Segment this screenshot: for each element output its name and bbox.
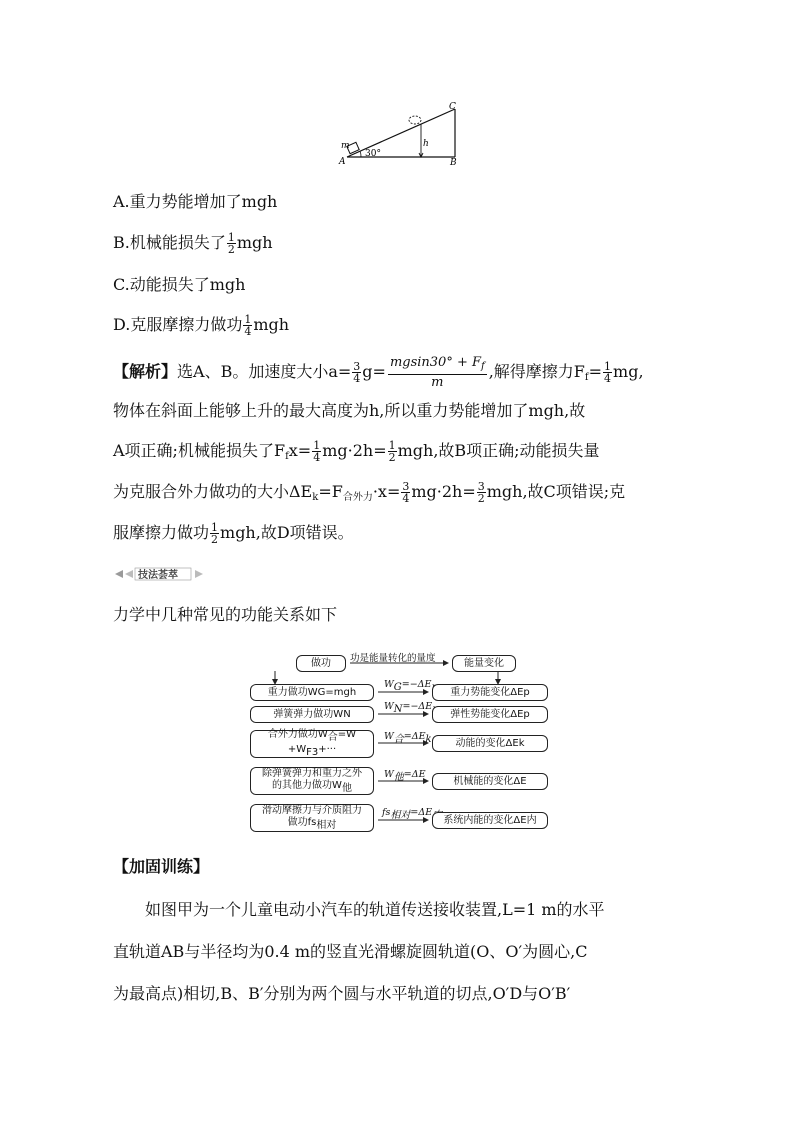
- dashed-block: [409, 116, 421, 124]
- diagram-row-4-left: 除弹簧弹力和重力之外 的其他力做功W他: [250, 767, 374, 795]
- diagram-row-2-left: 弹簧弹力做功W N: [250, 706, 374, 723]
- fraction-acceleration: $\frac{mgsin30^\circ + F_f}{m}$: [389, 355, 485, 390]
- option-d: [113, 314, 289, 337]
- diagram-row-2-right: 弹性势能变化ΔE p: [432, 706, 548, 723]
- option-d-suffix: mgh: [253, 315, 290, 334]
- incline-slope: [347, 109, 455, 157]
- label-A: A: [339, 157, 346, 166]
- technique-banner: [113, 567, 205, 581]
- diagram-row-2-relation: WN=−ΔE: [384, 701, 433, 715]
- training-para-3: 为最高点)相切,B、B′分别为两个圆与水平轨道的切点,O′D与O′B′: [113, 984, 571, 1003]
- banner-text: 技法荟萃: [138, 570, 178, 581]
- training-para-1: 如图甲为一个儿童电动小汽车的轨道传送接收装置,L=1 m的水平: [145, 900, 605, 919]
- label-B: B: [450, 158, 457, 166]
- option-a: A.重力势能增加了mgh: [113, 192, 278, 211]
- training-label: 【加固训练】: [113, 857, 210, 876]
- analysis-line-5: 服摩擦力做功 $\frac{1}{2}$ mgh,故D项错误。: [113, 521, 354, 546]
- label-angle: 30°: [365, 149, 381, 159]
- diagram-row-3-right: 动能的变化ΔE k: [432, 735, 548, 752]
- label-h: h: [423, 139, 429, 149]
- diagram-row-5-left: 滑动摩擦力与介质阻力 做功fs相对: [250, 804, 374, 832]
- diagram-row-3-left: 合外力做功W合=W +WF3+···: [250, 730, 374, 758]
- diagram-row-3-relation: W合=ΔEk: [384, 731, 432, 745]
- diagram-row-5-relation: fs相对=ΔE: [382, 807, 433, 821]
- analysis-line-4: 为克服合外力做功的大小$\Delta E_k=F_{合外力}\cdot x=$ $\frac{3}{4}$ mg·2h= $\frac{3}{2}$ mgh,故C项错误;克: [113, 480, 626, 505]
- diagram-row-5-right: 系统内能的变化ΔE 内: [432, 812, 548, 829]
- diagram-row-1-left: 重力做功W G =mgh: [250, 684, 374, 701]
- label-C: C: [449, 102, 456, 112]
- training-para-2: 直轨道AB与半径均为0.4 m的竖直光滑螺旋圆轨道(O、O′为圆心,C: [113, 942, 588, 961]
- option-b-frac: $\frac{1}{2}$: [227, 231, 235, 256]
- diagram-row-4-relation: W他=ΔE: [384, 769, 426, 783]
- label-m: m: [341, 141, 350, 151]
- option-c: C.动能损失了mgh: [113, 275, 246, 294]
- option-d-text: D.克服摩擦力做功: [113, 315, 243, 334]
- diagram-row-1-right: 重力势能变化ΔE p: [432, 684, 548, 701]
- option-d-frac: $\frac{1}{4}$: [244, 313, 252, 338]
- diagram-row-1-relation: WG=−ΔE: [384, 679, 432, 693]
- analysis-label: 【解析】: [113, 362, 178, 381]
- work-energy-diagram: [250, 650, 550, 835]
- option-b: [113, 232, 273, 255]
- diagram-energy-box: 能量变化: [452, 655, 516, 672]
- option-b-suffix: mgh: [236, 233, 273, 252]
- diagram-row-4-right: 机械能的变化ΔE: [432, 773, 548, 790]
- analysis-line-3: A项正确;机械能损失了$F_fx=$ $\frac{1}{4}$ mg·2h= $\frac{1}{2}$ mgh,故B项正确;动能损失量: [113, 439, 600, 464]
- incline-figure: [335, 102, 465, 166]
- intro-text: 力学中几种常见的功能关系如下: [113, 605, 338, 624]
- diagram-top-label: 功是能量转化的量度: [350, 653, 436, 664]
- analysis-line-2: 物体在斜面上能够上升的最大高度为h,所以重力势能增加了mgh,故: [113, 401, 586, 420]
- analysis-line-1: 【解析】选A、B。加速度大小a= $\frac{3}{4}$ g= $\frac{mgsin30^\circ + F_f}{m}$ ,解得摩擦力$F_f=$ $\frac{1}{4}$ mg,: [113, 355, 644, 390]
- option-b-text: B.机械能损失了: [113, 233, 226, 252]
- angle-arc: [360, 151, 361, 157]
- diagram-work-box: 做功: [296, 655, 346, 672]
